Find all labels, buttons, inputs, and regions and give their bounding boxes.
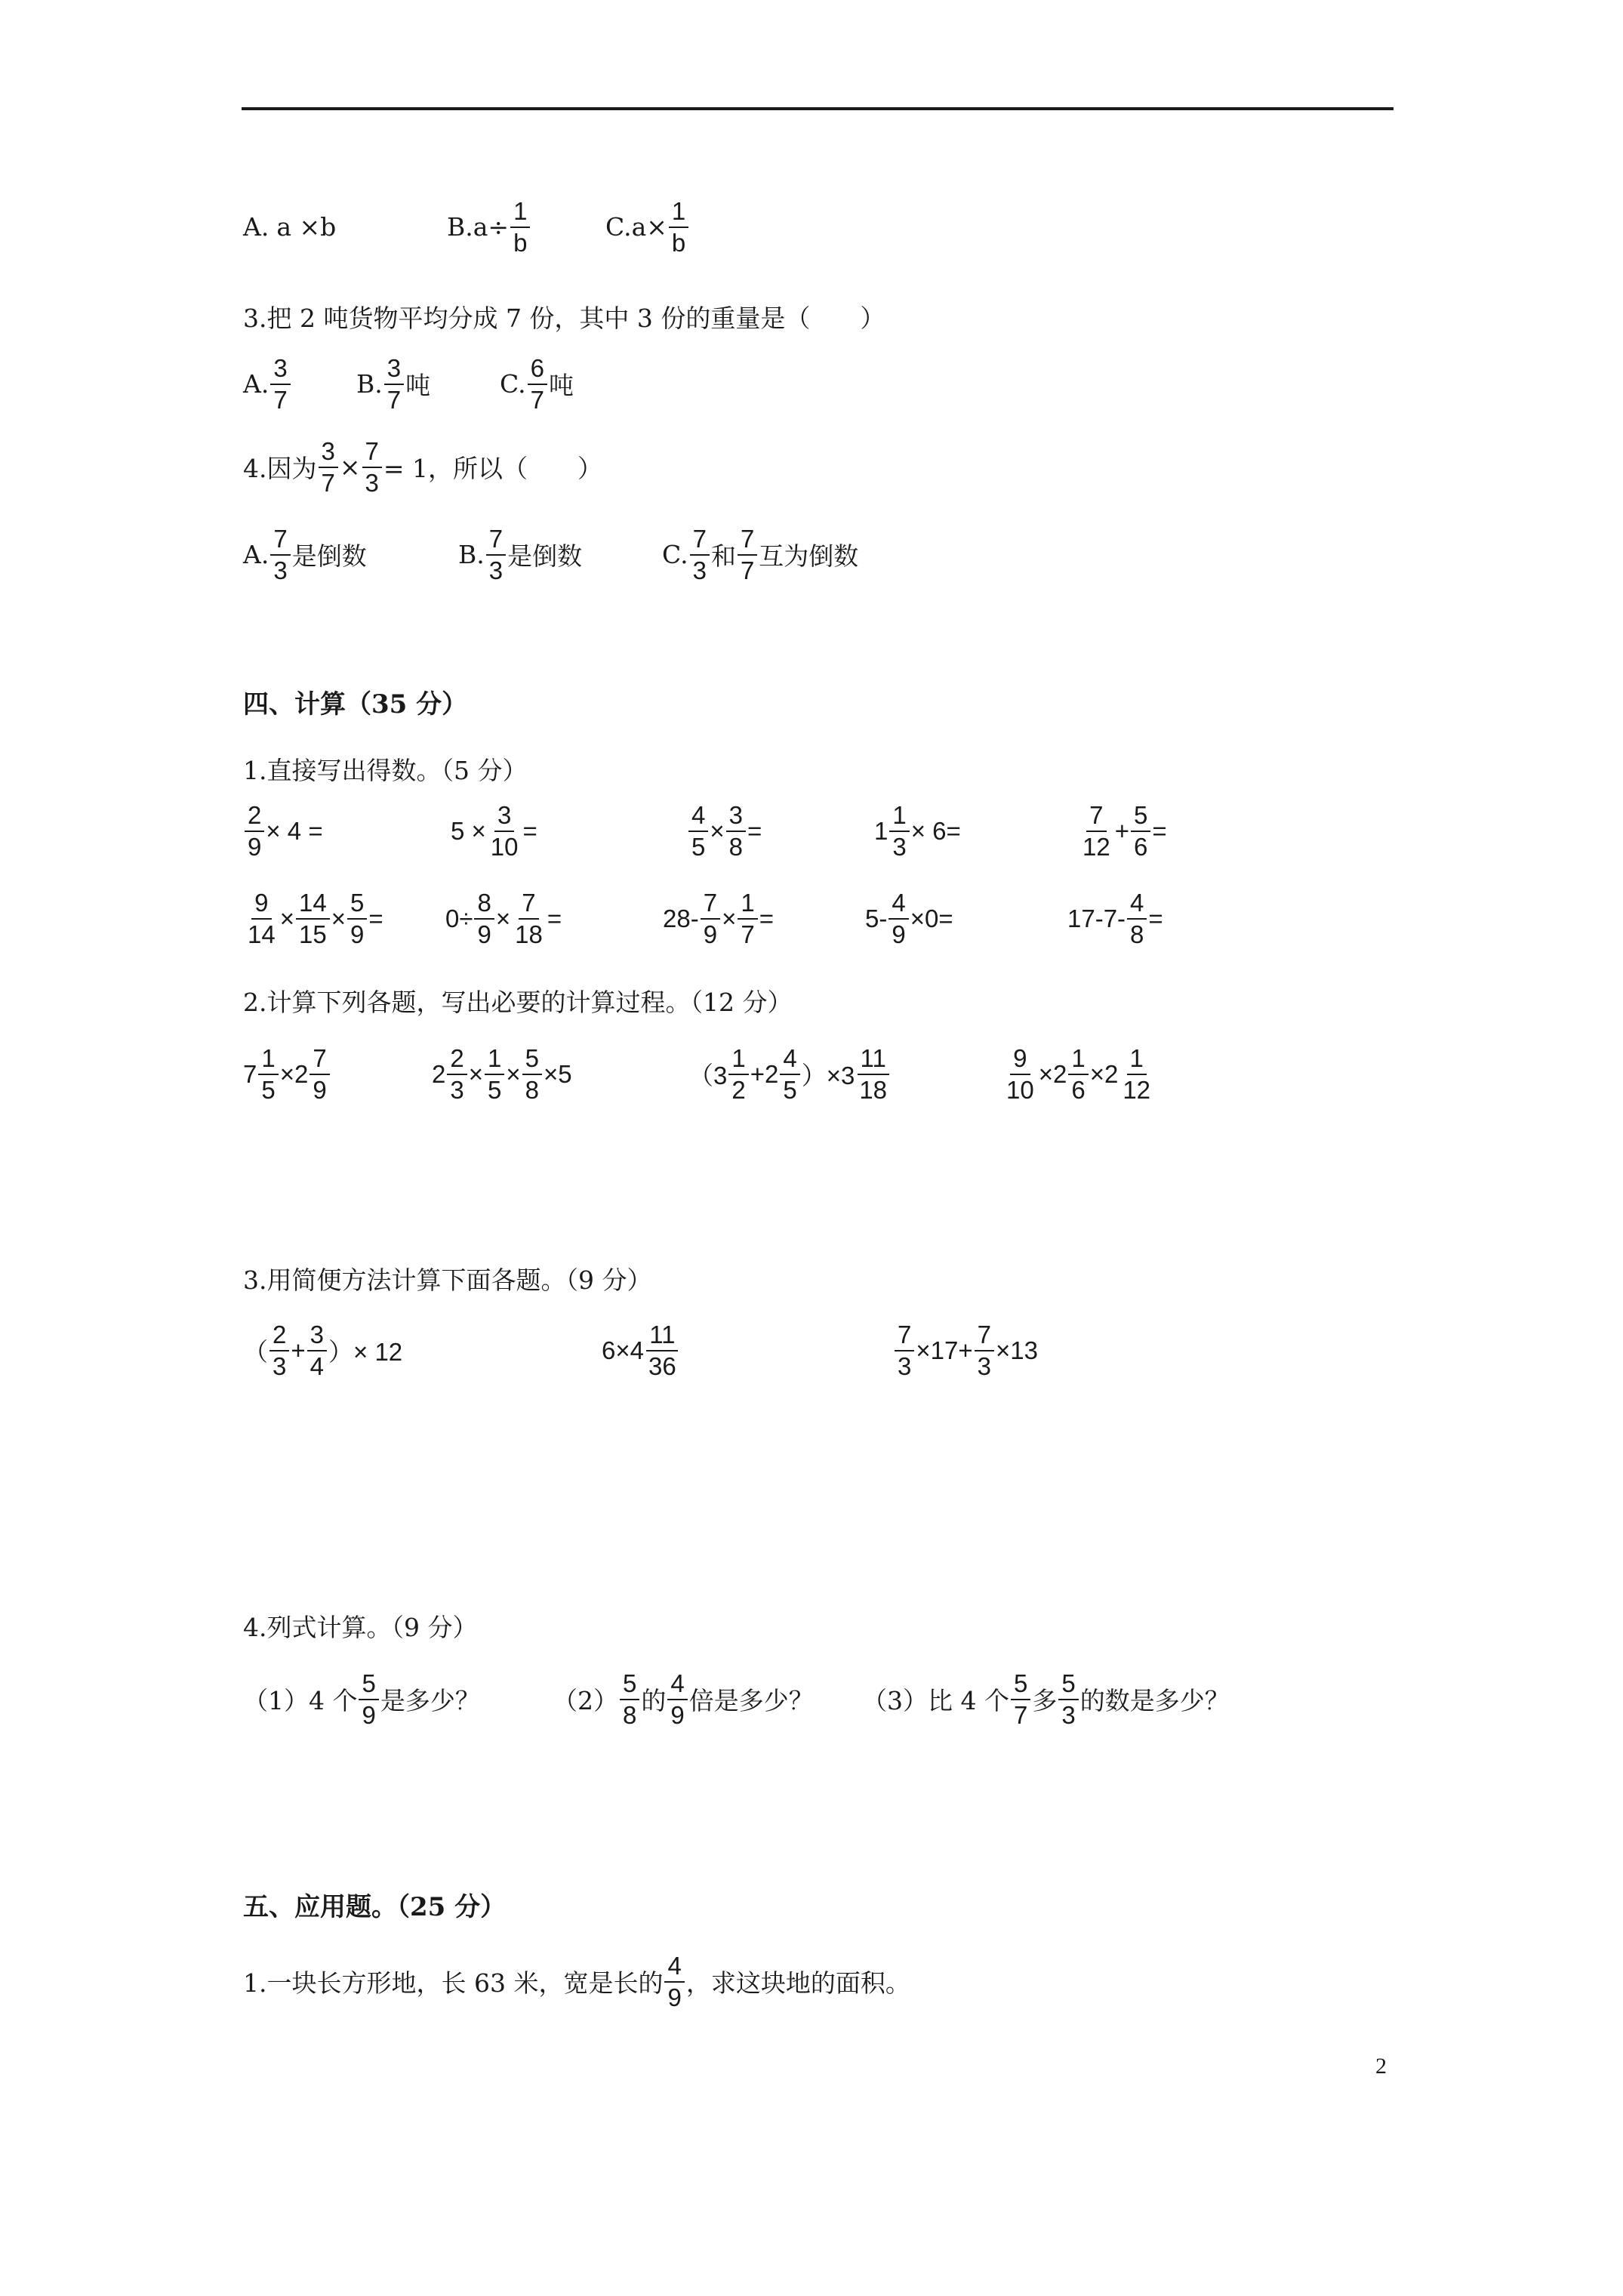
fraction: $\frac{7}{18}$	[515, 889, 543, 948]
fraction: $\frac{7}{3}$	[895, 1321, 914, 1379]
section4-part3-row	[243, 1321, 1038, 1379]
fraction: $\frac{7}{12}$	[1083, 801, 1110, 861]
expr: $\frac{9}{10}$ ×2 $\frac{1}{6}$ ×2 $\frac{1}{12}$	[1002, 1045, 1155, 1103]
fraction: $\frac{7}{3}$	[362, 438, 382, 496]
expr: $\frac{7}{3}$ ×17+ $\frac{7}{3}$ ×13	[893, 1321, 1038, 1379]
fraction: $\frac{9}{14}$	[248, 889, 276, 948]
fraction: $\frac{2}{3}$	[269, 1321, 289, 1379]
fraction: $\frac{5}{9}$	[359, 1670, 378, 1728]
section4-part2-row	[243, 1045, 1155, 1103]
expr: 1 $\frac{1}{3}$ × 6=	[874, 801, 961, 861]
q4-option-a: A. $\frac{7}{3}$ 是倒数	[243, 525, 367, 584]
q3-option-a: A. $\frac{3}{7}$	[243, 355, 356, 413]
fraction: $\frac{11}{18}$	[856, 1045, 890, 1103]
q3-options	[243, 355, 574, 413]
expr: 5 × $\frac{3}{10}$ =	[451, 801, 537, 861]
fraction: $\frac{7}{3}$	[486, 525, 506, 584]
fraction: $\frac{4}{8}$	[1127, 889, 1147, 948]
fraction: $\frac{1}{3}$	[889, 802, 909, 860]
expr: （2） $\frac{5}{8}$ 的 $\frac{4}{9}$ 倍是多少？	[553, 1669, 814, 1729]
expr: （ $\frac{2}{3}$ + $\frac{3}{4}$ ）× 12	[243, 1321, 403, 1380]
fraction: $\frac{2}{9}$	[245, 802, 264, 860]
fraction: $\frac{3}{4}$	[307, 1321, 327, 1379]
fraction: $\frac{14}{15}$	[296, 889, 330, 948]
expr: $\frac{7}{12}$ + $\frac{5}{6}$ =	[1078, 802, 1167, 860]
expr: $\frac{4}{5}$ × $\frac{3}{8}$ =	[687, 802, 874, 860]
expr: （3 $\frac{1}{2}$ +2 $\frac{4}{5}$ ）×3 $\frac{11}{18}$	[688, 1045, 1002, 1103]
fraction: $\frac{3}{8}$	[726, 802, 746, 860]
fraction: $\frac{5}{3}$	[1058, 1670, 1078, 1728]
fraction: $\frac{11}{36}$	[645, 1321, 679, 1379]
q2-option-b: B. a÷ $\frac{1}{b}$	[447, 198, 605, 256]
fraction: $\frac{4}{9}$	[667, 1670, 687, 1728]
fraction: $\frac{1}{5}$	[258, 1045, 278, 1103]
expr: 6×4 $\frac{11}{36}$	[602, 1321, 893, 1379]
expr: （1）4 个 $\frac{5}{9}$ 是多少？	[243, 1669, 480, 1729]
q2-option-c: C. a× $\frac{1}{b}$	[605, 198, 690, 256]
page-number: 2	[1375, 2054, 1387, 2079]
fraction: $\frac{1}{12}$	[1123, 1044, 1151, 1104]
section4-part1-title: 1.直接写出得数。（5 分）	[243, 756, 528, 785]
fraction: $\frac{6}{7}$	[528, 355, 547, 413]
fraction: $\frac{7}{3}$	[270, 525, 290, 584]
fraction: $\frac{1}{7}$	[738, 889, 757, 948]
q3-stem: 3.把 2 吨货物平均分成 7 份，其中 3 份的重量是（ ）	[243, 304, 885, 333]
fraction: $\frac{9}{10}$	[1006, 1044, 1034, 1104]
q2-option-a: A. a ×b	[243, 212, 337, 242]
fraction: $\frac{8}{9}$	[474, 889, 494, 948]
section5-q1: 1.一块长方形地，长 63 米，宽是长的 $\frac{4}{9}$ ，求这块地的面积。	[243, 1952, 910, 2011]
header-rule	[242, 107, 1394, 110]
fraction: $\frac{3}{7}$	[384, 355, 404, 413]
fraction: $\frac{1}{b}$	[510, 198, 530, 256]
expr: $\frac{9}{14}$ × $\frac{14}{15}$ × $\frac{5}{9}$ =	[243, 889, 445, 948]
fraction: $\frac{7}{3}$	[975, 1321, 994, 1379]
fraction: $\frac{3}{7}$	[319, 438, 338, 496]
fraction: $\frac{1}{5}$	[485, 1045, 504, 1103]
q3-option-c: C. $\frac{6}{7}$ 吨	[500, 354, 574, 414]
fraction: $\frac{3}{10}$	[490, 801, 519, 861]
q3-option-b: B. $\frac{3}{7}$ 吨	[356, 354, 431, 414]
fraction: $\frac{7}{9}$	[701, 889, 720, 948]
fraction: $\frac{4}{9}$	[664, 1952, 684, 2011]
q4-options	[243, 525, 858, 584]
fraction: $\frac{3}{7}$	[270, 355, 290, 413]
q2-options	[243, 198, 690, 256]
fraction: $\frac{4}{5}$	[688, 802, 708, 860]
fraction: $\frac{4}{9}$	[888, 889, 908, 948]
fraction: $\frac{7}{9}$	[310, 1045, 329, 1103]
fraction: $\frac{5}{7}$	[1011, 1670, 1030, 1728]
section5-title: 五、应用题。（25 分）	[243, 1892, 507, 1922]
expr: 17-7- $\frac{4}{8}$ =	[1067, 889, 1163, 948]
expr: （3）比 4 个 $\frac{5}{7}$ 多 $\frac{5}{3}$ 的数是多少？	[862, 1669, 1230, 1729]
fraction: $\frac{5}{6}$	[1131, 802, 1150, 860]
fraction: $\frac{1}{2}$	[728, 1045, 748, 1103]
expr: 5- $\frac{4}{9}$ ×0=	[865, 889, 953, 948]
fraction: $\frac{5}{8}$	[620, 1670, 639, 1728]
expr: $\frac{2}{9}$ × 4 =	[243, 802, 451, 860]
fraction: $\frac{2}{3}$	[447, 1045, 467, 1103]
fraction: $\frac{7}{7}$	[738, 525, 757, 584]
expr: 0÷ $\frac{8}{9}$ × $\frac{7}{18}$ =	[445, 889, 562, 948]
q4-option-b: B. $\frac{7}{3}$ 是倒数	[458, 525, 583, 584]
section4-part2-title: 2.计算下列各题，写出必要的计算过程。（12 分）	[243, 988, 793, 1017]
section4-title: 四、计算（35 分）	[243, 689, 468, 720]
q4-option-c: C. $\frac{7}{3}$ 和 $\frac{7}{7}$ 互为倒数	[662, 525, 859, 584]
fraction: $\frac{4}{5}$	[780, 1045, 799, 1103]
expr: 2 $\frac{2}{3}$ × $\frac{1}{5}$ × $\frac{5}{8}$ ×5	[432, 1044, 572, 1104]
section4-part4-title: 4.列式计算。（9 分）	[243, 1613, 478, 1642]
fraction: $\frac{1}{b}$	[669, 198, 688, 256]
expr: 28- $\frac{7}{9}$ × $\frac{1}{7}$ =	[663, 889, 774, 948]
q4-stem: 4.因为 $\frac{3}{7}$ × $\frac{7}{3}$ = 1，所以（ ）	[243, 437, 603, 497]
expr: 7 $\frac{1}{5}$ ×2 $\frac{7}{9}$	[243, 1045, 432, 1103]
section4-part4-row	[243, 1670, 1230, 1728]
fraction: $\frac{1}{6}$	[1068, 1045, 1088, 1103]
fraction: $\frac{5}{8}$	[522, 1045, 542, 1103]
fraction: $\frac{7}{3}$	[690, 525, 710, 584]
section4-part1-row1	[243, 802, 1167, 860]
section4-part1-row2	[243, 889, 1163, 948]
section4-part3-title: 3.用简便方法计算下面各题。（9 分）	[243, 1265, 652, 1295]
fraction: $\frac{5}{9}$	[347, 889, 367, 948]
